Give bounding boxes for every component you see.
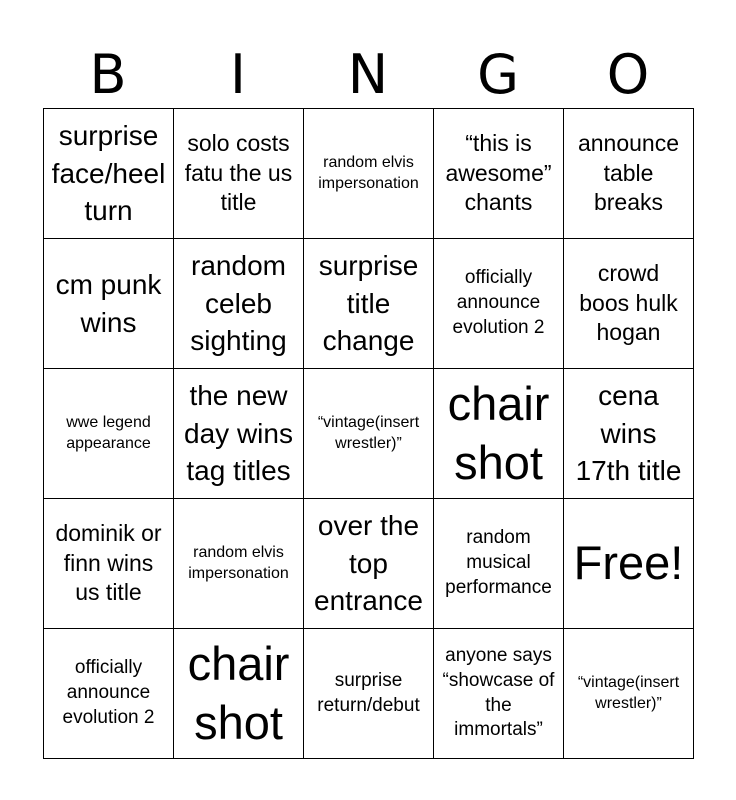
bingo-cell[interactable]: random elvis impersonation xyxy=(174,499,304,629)
bingo-cell[interactable]: “vintage(insert wrestler)” xyxy=(564,629,694,759)
bingo-row xyxy=(44,629,694,759)
bingo-row xyxy=(44,499,694,629)
bingo-cell[interactable]: “this is awesome” chants xyxy=(434,109,564,239)
header-letter-i: I xyxy=(230,43,246,106)
bingo-cell[interactable]: “vintage(insert wrestler)” xyxy=(304,369,434,499)
bingo-cell[interactable]: random elvis impersonation xyxy=(304,109,434,239)
bingo-cell[interactable]: officially announce evolution 2 xyxy=(44,629,174,759)
bingo-cell[interactable]: chair shot xyxy=(174,629,304,759)
bingo-cell[interactable]: officially announce evolution 2 xyxy=(434,239,564,369)
bingo-cell[interactable]: crowd boos hulk hogan xyxy=(564,239,694,369)
bingo-cell[interactable]: anyone says “showcase of the immortals” xyxy=(434,629,564,759)
bingo-cell[interactable]: solo costs fatu the us title xyxy=(174,109,304,239)
header-letter-o: O xyxy=(606,43,650,106)
bingo-cell[interactable]: cena wins 17th title xyxy=(564,369,694,499)
bingo-header xyxy=(43,42,693,108)
bingo-cell[interactable]: random celeb sighting xyxy=(174,239,304,369)
bingo-cell[interactable]: surprise return/debut xyxy=(304,629,434,759)
bingo-cell[interactable]: announce table breaks xyxy=(564,109,694,239)
bingo-grid xyxy=(43,108,694,759)
free-space-cell[interactable]: Free! xyxy=(564,499,694,629)
bingo-row xyxy=(44,239,694,369)
bingo-cell[interactable]: dominik or finn wins us title xyxy=(44,499,174,629)
header-letter-n: N xyxy=(347,43,389,106)
bingo-cell[interactable]: surprise title change xyxy=(304,239,434,369)
bingo-cell[interactable]: chair shot xyxy=(434,369,564,499)
header-letter-g: G xyxy=(477,43,519,106)
header-letter-b: B xyxy=(89,43,127,106)
bingo-cell[interactable]: the new day wins tag titles xyxy=(174,369,304,499)
bingo-cell[interactable]: cm punk wins xyxy=(44,239,174,369)
bingo-cell[interactable]: wwe legend appearance xyxy=(44,369,174,499)
bingo-cell[interactable]: surprise face/heel turn xyxy=(44,109,174,239)
bingo-cell[interactable]: random musical performance xyxy=(434,499,564,629)
bingo-row xyxy=(44,369,694,499)
bingo-row xyxy=(44,109,694,239)
bingo-cell[interactable]: over the top entrance xyxy=(304,499,434,629)
